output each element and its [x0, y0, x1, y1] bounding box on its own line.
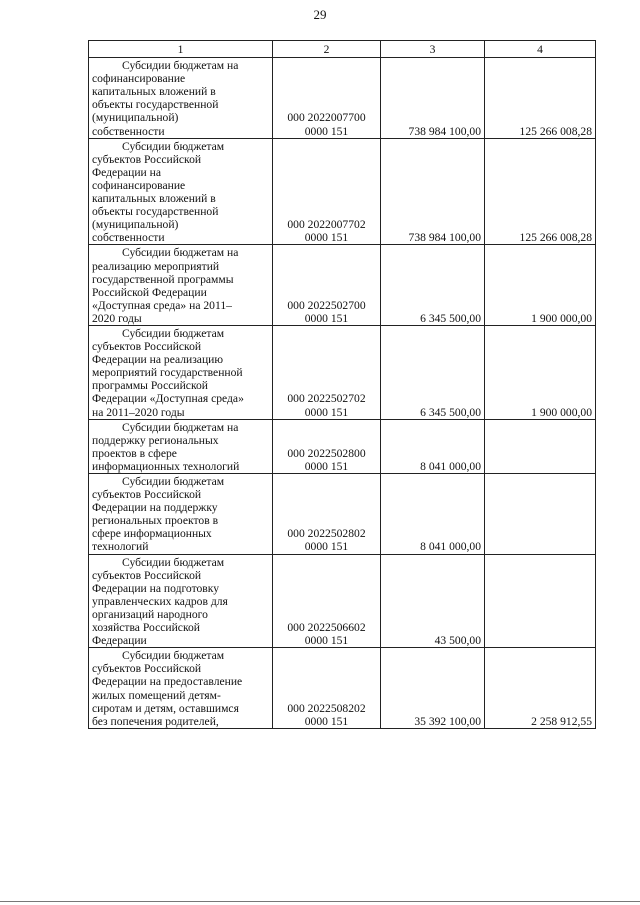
revenue-name-line: региональных проектов в [92, 514, 219, 528]
revenue-name-line: Субсидии бюджетам [122, 649, 225, 663]
budget-code-line: 0000 151 [304, 714, 349, 728]
budget-code-cell [273, 419, 381, 473]
planned-amount-cell: 738 984 100,00 [381, 138, 485, 245]
revenue-name-line: жилых помещений детям- [92, 688, 221, 702]
table-row [89, 474, 596, 555]
budget-code-line: 000 2022007702 [287, 218, 366, 232]
revenue-name-cell [89, 138, 273, 245]
revenue-name-line: Федерации [92, 634, 147, 648]
executed-amount-cell: 1 900 000,00 [485, 325, 596, 419]
budget-code-line: 0000 151 [304, 405, 349, 419]
revenue-name-cell [89, 648, 273, 729]
revenue-name-line: Субсидии бюджетам [122, 326, 225, 340]
revenue-name-line: Федерации на реализацию [92, 353, 224, 367]
budget-table [88, 40, 596, 729]
budget-code-line: 000 2022502700 [287, 298, 366, 312]
budget-code-line: 000 2022502800 [287, 446, 366, 460]
revenue-name-line: хозяйства Российской [92, 621, 200, 635]
planned-amount-cell: 8 041 000,00 [381, 419, 485, 473]
page-number: 29 [313, 7, 327, 22]
budget-code-cell [273, 138, 381, 245]
revenue-name-line: программы Российской [92, 379, 208, 393]
revenue-name-line: софинансирование [92, 178, 186, 192]
revenue-name-line: организаций народного [92, 607, 208, 621]
budget-code-line: 000 2022508202 [287, 701, 366, 715]
revenue-name-line: Субсидии бюджетам [122, 475, 225, 488]
revenue-name-cell [89, 474, 273, 555]
revenue-name-line: субъектов Российской [92, 488, 202, 502]
budget-code-line: 0000 151 [304, 311, 349, 325]
executed-amount-cell: 125 266 008,28 [485, 138, 596, 245]
revenue-name-line: мероприятий государственной [92, 366, 243, 380]
revenue-name-line: собственности [92, 124, 165, 138]
table-row [89, 648, 596, 729]
budget-code-line: 0000 151 [304, 124, 349, 138]
revenue-name-line: капитальных вложений в [92, 85, 216, 99]
budget-code-cell [273, 245, 381, 326]
executed-amount-cell: 1 900 000,00 [485, 245, 596, 326]
budget-code-line: 0000 151 [304, 459, 349, 473]
revenue-name-line: Федерации на [92, 165, 162, 179]
planned-amount-cell: 6 345 500,00 [381, 325, 485, 419]
table-header-row [89, 41, 596, 58]
table-body [89, 58, 596, 729]
executed-amount-cell [485, 419, 596, 473]
revenue-name-line: Федерации на подготовку [92, 581, 220, 595]
planned-amount-cell: 6 345 500,00 [381, 245, 485, 326]
budget-code-cell [273, 58, 381, 139]
revenue-name-line: Российской Федерации [92, 285, 207, 299]
revenue-name-cell [89, 245, 273, 326]
table-row [89, 58, 596, 139]
table-row [89, 245, 596, 326]
revenue-name-line: Федерации на предоставление [92, 675, 243, 689]
budget-code-line: 000 2022506602 [287, 621, 366, 635]
revenue-name-cell [89, 325, 273, 419]
revenue-name-line: поддержку региональных [92, 433, 219, 447]
revenue-name-line: проектов в сфере [92, 446, 177, 460]
column-header: 2 [273, 41, 381, 58]
executed-amount-cell [485, 474, 596, 555]
revenue-name-line: реализацию мероприятий [92, 259, 220, 273]
revenue-name-line: «Доступная среда» на 2011– [92, 298, 232, 312]
table-row [89, 138, 596, 245]
revenue-name-line: Субсидии бюджетам на [122, 420, 239, 434]
executed-amount-cell: 2 258 912,55 [485, 648, 596, 729]
table-row [89, 554, 596, 648]
revenue-name-line: государственной программы [92, 272, 234, 286]
revenue-name-line: Федерации «Доступная среда» [92, 392, 244, 406]
revenue-name-line: субъектов Российской [92, 662, 202, 676]
revenue-name-line: сфере информационных [92, 527, 212, 541]
revenue-name-line: софинансирование [92, 72, 186, 86]
revenue-name-line: сиротам и детям, оставшимся [92, 701, 239, 715]
budget-code-cell [273, 648, 381, 729]
revenue-name-line: (муниципальной) [92, 111, 179, 125]
budget-code-cell [273, 325, 381, 419]
revenue-name-line: Субсидии бюджетам [122, 555, 225, 569]
revenue-name-line: субъектов Российской [92, 152, 202, 166]
revenue-name-line: без попечения родителей, [92, 714, 219, 728]
revenue-name-line: на 2011–2020 годы [92, 405, 185, 419]
revenue-name-line: объекты государственной [92, 98, 219, 112]
revenue-name-line: Субсидии бюджетам на [122, 59, 239, 73]
revenue-name-line: Федерации на поддержку [92, 501, 218, 515]
table-row [89, 419, 596, 473]
executed-amount-cell: 125 266 008,28 [485, 58, 596, 139]
revenue-name-line: капитальных вложений в [92, 192, 216, 206]
budget-code-line: 0000 151 [304, 231, 349, 245]
executed-amount-cell [485, 554, 596, 648]
revenue-name-line: Субсидии бюджетам на [122, 246, 239, 260]
planned-amount-cell: 738 984 100,00 [381, 58, 485, 139]
revenue-name-cell [89, 58, 273, 139]
revenue-name-line: собственности [92, 231, 165, 245]
budget-code-line: 0000 151 [304, 634, 349, 648]
budget-code-line: 000 2022007700 [287, 111, 366, 125]
budget-code-line: 000 2022502702 [287, 392, 366, 406]
planned-amount-cell: 43 500,00 [381, 554, 485, 648]
revenue-name-line: управленческих кадров для [92, 594, 228, 608]
revenue-name-line: 2020 годы [92, 311, 142, 325]
column-header: 4 [485, 41, 596, 58]
revenue-name-line: информационных технологий [92, 459, 240, 473]
budget-code-cell [273, 474, 381, 555]
budget-code-line: 000 2022502802 [287, 527, 366, 541]
column-header: 3 [381, 41, 485, 58]
revenue-name-line: (муниципальной) [92, 218, 179, 232]
planned-amount-cell: 35 392 100,00 [381, 648, 485, 729]
revenue-name-line: субъектов Российской [92, 340, 202, 354]
budget-code-cell [273, 554, 381, 648]
planned-amount-cell: 8 041 000,00 [381, 474, 485, 555]
column-header: 1 [89, 41, 273, 58]
revenue-name-line: объекты государственной [92, 205, 219, 219]
revenue-name-cell [89, 419, 273, 473]
scan-edge-line [0, 901, 640, 902]
revenue-name-line: Субсидии бюджетам [122, 139, 225, 153]
table-row [89, 325, 596, 419]
budget-code-line: 0000 151 [304, 540, 349, 554]
revenue-name-cell [89, 554, 273, 648]
revenue-name-line: субъектов Российской [92, 568, 202, 582]
revenue-name-line: технологий [92, 540, 149, 554]
